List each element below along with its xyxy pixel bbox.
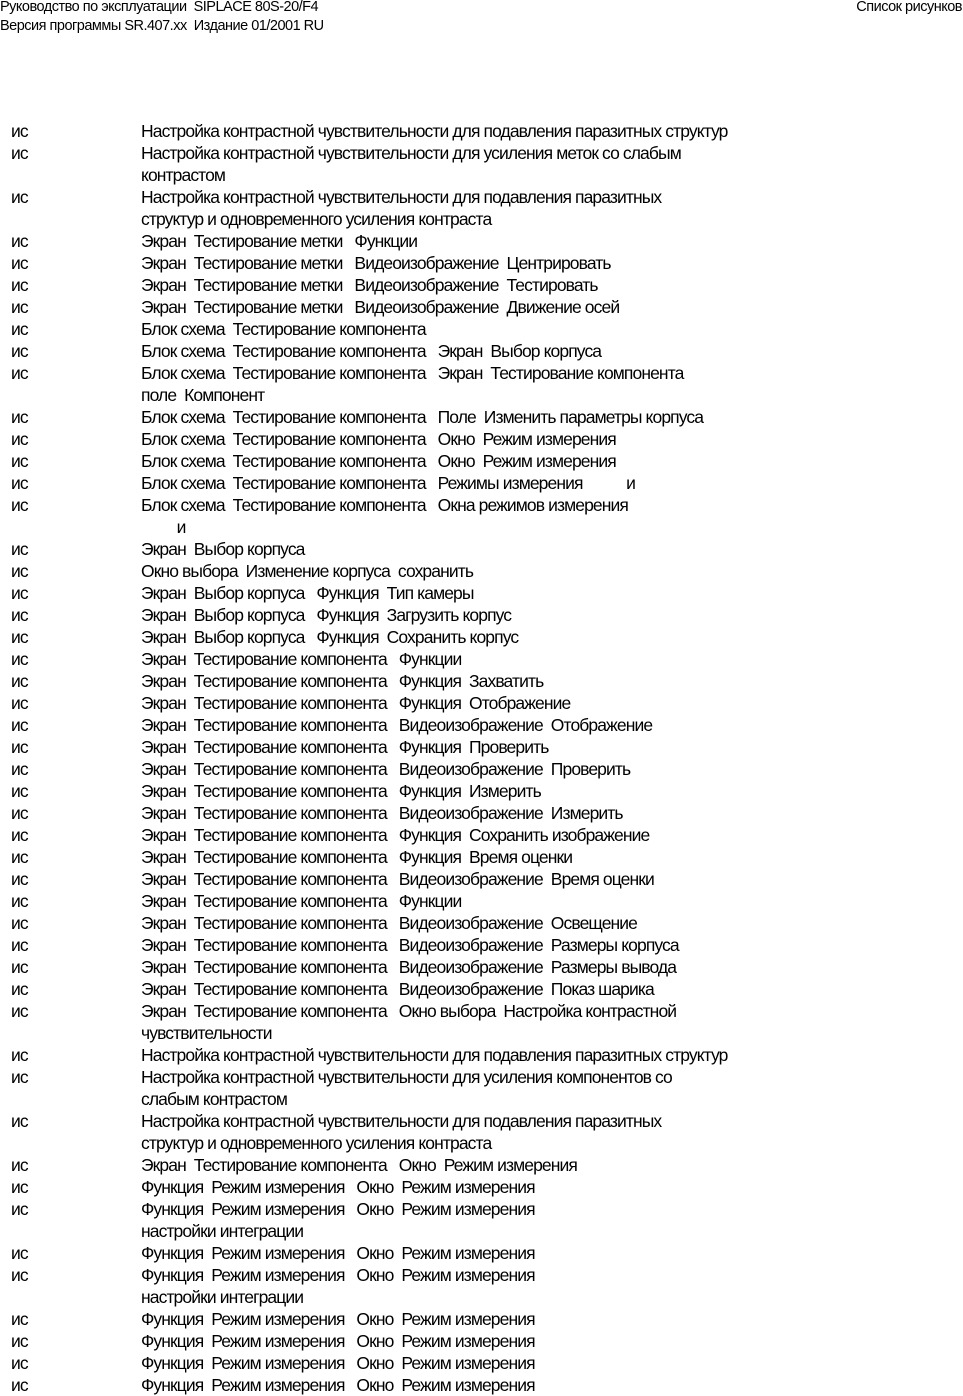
figure-title-line: Блок схема Тестирование компонента Поле Изменить параметры корпуса [141, 407, 704, 427]
figure-title [141, 824, 963, 846]
figure-title-line: поле Компонент [141, 385, 265, 405]
figure-label: ис [11, 715, 28, 735]
figure-list-item [0, 186, 963, 230]
figure-list-item [0, 934, 963, 956]
figure-title-line: Экран Тестирование компонента Окно Режим измерения [141, 1155, 577, 1175]
figure-title-line: Функция Режим измерения Окно Режим измерения [141, 1265, 535, 1285]
figure-title [141, 450, 963, 472]
figure-title-line: Функция Режим измерения Окно Режим измерения [141, 1199, 535, 1219]
figure-list-item [0, 1264, 963, 1308]
figure-label: ис [11, 297, 28, 317]
figure-title [141, 648, 963, 670]
figure-label: ис [11, 869, 28, 889]
figure-title-line: настройки интеграции [141, 1287, 304, 1307]
figure-title [141, 626, 963, 648]
figure-list [0, 120, 963, 1396]
figure-label: ис [11, 495, 28, 515]
version-edition: Версия программы SR.407.xx Издание 01/2001 RU [0, 18, 324, 34]
figure-title [141, 428, 963, 450]
figure-list-item [0, 1000, 963, 1044]
figure-list-item [0, 824, 963, 846]
figure-title [141, 318, 963, 340]
figure-title [141, 1176, 963, 1198]
figure-list-item [0, 494, 963, 538]
figure-title-line: Настройка контрастной чувствительности для подавления паразитных [141, 1111, 662, 1131]
figure-label: ис [11, 231, 28, 251]
figure-title [141, 868, 963, 890]
figure-label: ис [11, 1177, 28, 1197]
figure-title-line: Окно выбора Изменение корпуса сохранить [141, 561, 474, 581]
figure-list-item [0, 846, 963, 868]
figure-list-item [0, 1242, 963, 1264]
figure-title-line: Настройка контрастной чувствительности для подавления паразитных [141, 187, 662, 207]
figure-list-item [0, 1154, 963, 1176]
figure-label: ис [11, 539, 28, 559]
figure-title-line: Экран Тестирование метки Видеоизображение Центрировать [141, 253, 611, 273]
figure-title-line: Функция Режим измерения Окно Режим измерения [141, 1243, 535, 1263]
figure-title-line: Экран Тестирование компонента Функции [141, 891, 462, 911]
figure-label: ис [11, 627, 28, 647]
figure-title [141, 692, 963, 714]
figure-label: ис [11, 429, 28, 449]
figure-list-item [0, 428, 963, 450]
figure-label: ис [11, 649, 28, 669]
figure-title [141, 560, 963, 582]
figure-title [141, 670, 963, 692]
page-header-left [0, 0, 324, 36]
figure-title-line: Экран Тестирование компонента Функции [141, 649, 462, 669]
figure-title-line: структур и одновременного усиления контраста [141, 209, 492, 229]
figure-label: ис [11, 1265, 28, 1285]
figure-title-line: Блок схема Тестирование компонента Режимы измерения и [141, 473, 636, 493]
figure-title [141, 186, 963, 230]
figure-list-item [0, 604, 963, 626]
figure-title-line: Блок схема Тестирование компонента Окна режимов измерения [141, 495, 628, 515]
figure-title [141, 714, 963, 736]
figure-title-line: Настройка контрастной чувствительности для подавления паразитных структур [141, 121, 728, 141]
figure-list-item [0, 890, 963, 912]
figure-title [141, 802, 963, 824]
figure-list-item [0, 1044, 963, 1066]
figure-label: ис [11, 605, 28, 625]
figure-title-line: Настройка контрастной чувствительности для подавления паразитных структур [141, 1045, 728, 1065]
figure-title-line: Экран Тестирование компонента Видеоизображение Освещение [141, 913, 638, 933]
figure-title-line: Блок схема Тестирование компонента [141, 319, 426, 339]
figure-title [141, 736, 963, 758]
figure-list-item [0, 318, 963, 340]
figure-label: ис [11, 957, 28, 977]
figure-list-item [0, 340, 963, 362]
figure-label: ис [11, 803, 28, 823]
figure-label: ис [11, 825, 28, 845]
figure-list-item [0, 252, 963, 274]
figure-label: ис [11, 979, 28, 999]
figure-title-line: Экран Выбор корпуса Функция Загрузить корпус [141, 605, 512, 625]
figure-title [141, 274, 963, 296]
figure-label: ис [11, 1309, 28, 1329]
figure-list-item [0, 912, 963, 934]
figure-title [141, 780, 963, 802]
figure-list-item [0, 868, 963, 890]
figure-list-item [0, 472, 963, 494]
figure-list-item [0, 560, 963, 582]
figure-title-line: Экран Тестирование компонента Функция Сохранить изображение [141, 825, 650, 845]
figure-title [141, 362, 963, 406]
figure-list-item [0, 714, 963, 736]
figure-list-item [0, 978, 963, 1000]
figure-title-line: Экран Тестирование компонента Видеоизображение Время оценки [141, 869, 654, 889]
figure-title-line: Блок схема Тестирование компонента Окно Режим измерения [141, 429, 616, 449]
figure-label: ис [11, 1199, 28, 1219]
figure-title-line: Экран Выбор корпуса Функция Сохранить корпус [141, 627, 519, 647]
figure-title [141, 1352, 963, 1374]
figure-title [141, 230, 963, 252]
figure-list-item [0, 1352, 963, 1374]
figure-list-item [0, 736, 963, 758]
figure-title [141, 978, 963, 1000]
figure-title [141, 890, 963, 912]
figure-list-item [0, 758, 963, 780]
figure-label: ис [11, 341, 28, 361]
figure-title-line: Экран Выбор корпуса [141, 539, 305, 559]
figure-list-item [0, 142, 963, 186]
figure-title-line: Экран Тестирование компонента Видеоизображение Измерить [141, 803, 623, 823]
figure-title-line: настройки интеграции [141, 1221, 304, 1241]
figure-label: ис [11, 407, 28, 427]
figure-label: ис [11, 583, 28, 603]
figure-title-line: Экран Тестирование метки Функции [141, 231, 418, 251]
figure-list-item [0, 1198, 963, 1242]
figure-list-item [0, 1176, 963, 1198]
figure-label: ис [11, 561, 28, 581]
figure-title-line: Экран Тестирование компонента Видеоизображение Отображение [141, 715, 653, 735]
figure-title [141, 1308, 963, 1330]
figure-label: ис [11, 737, 28, 757]
figure-label: ис [11, 913, 28, 933]
figure-list-item [0, 780, 963, 802]
figure-title [141, 1264, 963, 1308]
figure-list-item [0, 538, 963, 560]
figure-label: ис [11, 121, 28, 141]
figure-title [141, 1066, 963, 1110]
figure-title [141, 252, 963, 274]
figure-title-line: Экран Тестирование компонента Функция Проверить [141, 737, 549, 757]
figure-label: ис [11, 1045, 28, 1065]
figure-title-line: Экран Тестирование компонента Функция Захватить [141, 671, 544, 691]
figure-title [141, 604, 963, 626]
figure-title-line: слабым контрастом [141, 1089, 287, 1109]
figure-title [141, 494, 963, 538]
figure-title-line: Экран Выбор корпуса Функция Тип камеры [141, 583, 474, 603]
figure-title [141, 340, 963, 362]
figure-label: ис [11, 1155, 28, 1175]
figure-title-line: Функция Режим измерения Окно Режим измерения [141, 1375, 535, 1395]
figure-title [141, 1330, 963, 1352]
figure-title-line: Экран Тестирование компонента Видеоизображение Показ шарика [141, 979, 654, 999]
figure-label: ис [11, 891, 28, 911]
figure-label: ис [11, 1067, 28, 1087]
figure-list-item [0, 582, 963, 604]
figure-title-line: Экран Тестирование компонента Видеоизображение Размеры вывода [141, 957, 677, 977]
figure-title [141, 296, 963, 318]
figure-title-line: структур и одновременного усиления контраста [141, 1133, 492, 1153]
figure-label: ис [11, 935, 28, 955]
figure-list-item [0, 1374, 963, 1396]
figure-title [141, 1374, 963, 1396]
figure-label: ис [11, 693, 28, 713]
figure-label: ис [11, 1001, 28, 1021]
figure-label: ис [11, 187, 28, 207]
figure-title-line: Блок схема Тестирование компонента Экран Тестирование компонента [141, 363, 684, 383]
figure-list-item [0, 956, 963, 978]
figure-title-line: Экран Тестирование компонента Функция Время оценки [141, 847, 573, 867]
figure-title [141, 758, 963, 780]
figure-title-line: Функция Режим измерения Окно Режим измерения [141, 1353, 535, 1373]
figure-label: ис [11, 1111, 28, 1131]
figure-label: ис [11, 451, 28, 471]
figure-list-item [0, 1110, 963, 1154]
figure-title [141, 1110, 963, 1154]
figure-list-item [0, 406, 963, 428]
figure-label: ис [11, 473, 28, 493]
figure-list-item [0, 362, 963, 406]
figure-title-line: Настройка контрастной чувствительности для усиления компонентов со [141, 1067, 672, 1087]
figure-list-item [0, 450, 963, 472]
figure-title [141, 1198, 963, 1242]
figure-title [141, 538, 963, 560]
figure-title-line: и [141, 517, 186, 537]
figure-title [141, 912, 963, 934]
figure-label: ис [11, 143, 28, 163]
figure-title [141, 1044, 963, 1066]
figure-label: ис [11, 1331, 28, 1351]
figure-title-line: контрастом [141, 165, 226, 185]
figure-list-item [0, 1308, 963, 1330]
figure-label: ис [11, 781, 28, 801]
figure-title-line: Настройка контрастной чувствительности для усиления меток со слабым [141, 143, 681, 163]
section-title: Список рисунков [856, 0, 962, 15]
figure-title [141, 582, 963, 604]
figure-title [141, 956, 963, 978]
figure-label: ис [11, 253, 28, 273]
figure-label: ис [11, 1243, 28, 1263]
figure-label: ис [11, 319, 28, 339]
figure-title [141, 1000, 963, 1044]
figure-title [141, 406, 963, 428]
figure-list-item [0, 626, 963, 648]
figure-title [141, 1242, 963, 1264]
figure-label: ис [11, 759, 28, 779]
figure-title-line: Функция Режим измерения Окно Режим измерения [141, 1331, 535, 1351]
figure-list-item [0, 692, 963, 714]
figure-list-item [0, 296, 963, 318]
figure-list-item [0, 802, 963, 824]
figure-title-line: Блок схема Тестирование компонента Экран Выбор корпуса [141, 341, 602, 361]
figure-title [141, 472, 963, 494]
figure-label: ис [11, 275, 28, 295]
figure-label: ис [11, 1375, 28, 1395]
figure-title-line: Экран Тестирование метки Видеоизображение Тестировать [141, 275, 598, 295]
figure-list-item [0, 120, 963, 142]
figure-title-line: Экран Тестирование компонента Окно выбора Настройка контрастной [141, 1001, 677, 1021]
figure-title-line: чувствительности [141, 1023, 272, 1043]
figure-title [141, 846, 963, 868]
figure-list-item [0, 1330, 963, 1352]
figure-title-line: Блок схема Тестирование компонента Окно Режим измерения [141, 451, 616, 471]
figure-label: ис [11, 847, 28, 867]
figure-list-item [0, 230, 963, 252]
figure-title [141, 1154, 963, 1176]
figure-label: ис [11, 671, 28, 691]
manual-title: Руководство по эксплуатации SIPLACE 80S-20/F4 [0, 0, 319, 15]
figure-title-line: Экран Тестирование компонента Функция Измерить [141, 781, 541, 801]
figure-title-line: Функция Режим измерения Окно Режим измерения [141, 1309, 535, 1329]
figure-title-line: Функция Режим измерения Окно Режим измерения [141, 1177, 535, 1197]
figure-list-item [0, 670, 963, 692]
figure-list-item [0, 274, 963, 296]
figure-title-line: Экран Тестирование компонента Функция Отображение [141, 693, 571, 713]
figure-label: ис [11, 363, 28, 383]
figure-title-line: Экран Тестирование компонента Видеоизображение Размеры корпуса [141, 935, 679, 955]
figure-title [141, 142, 963, 186]
figure-title [141, 120, 963, 142]
figure-label: ис [11, 1353, 28, 1373]
figure-list-item [0, 1066, 963, 1110]
figure-title [141, 934, 963, 956]
figure-list-item [0, 648, 963, 670]
figure-title-line: Экран Тестирование метки Видеоизображение Движение осей [141, 297, 620, 317]
figure-title-line: Экран Тестирование компонента Видеоизображение Проверить [141, 759, 631, 779]
